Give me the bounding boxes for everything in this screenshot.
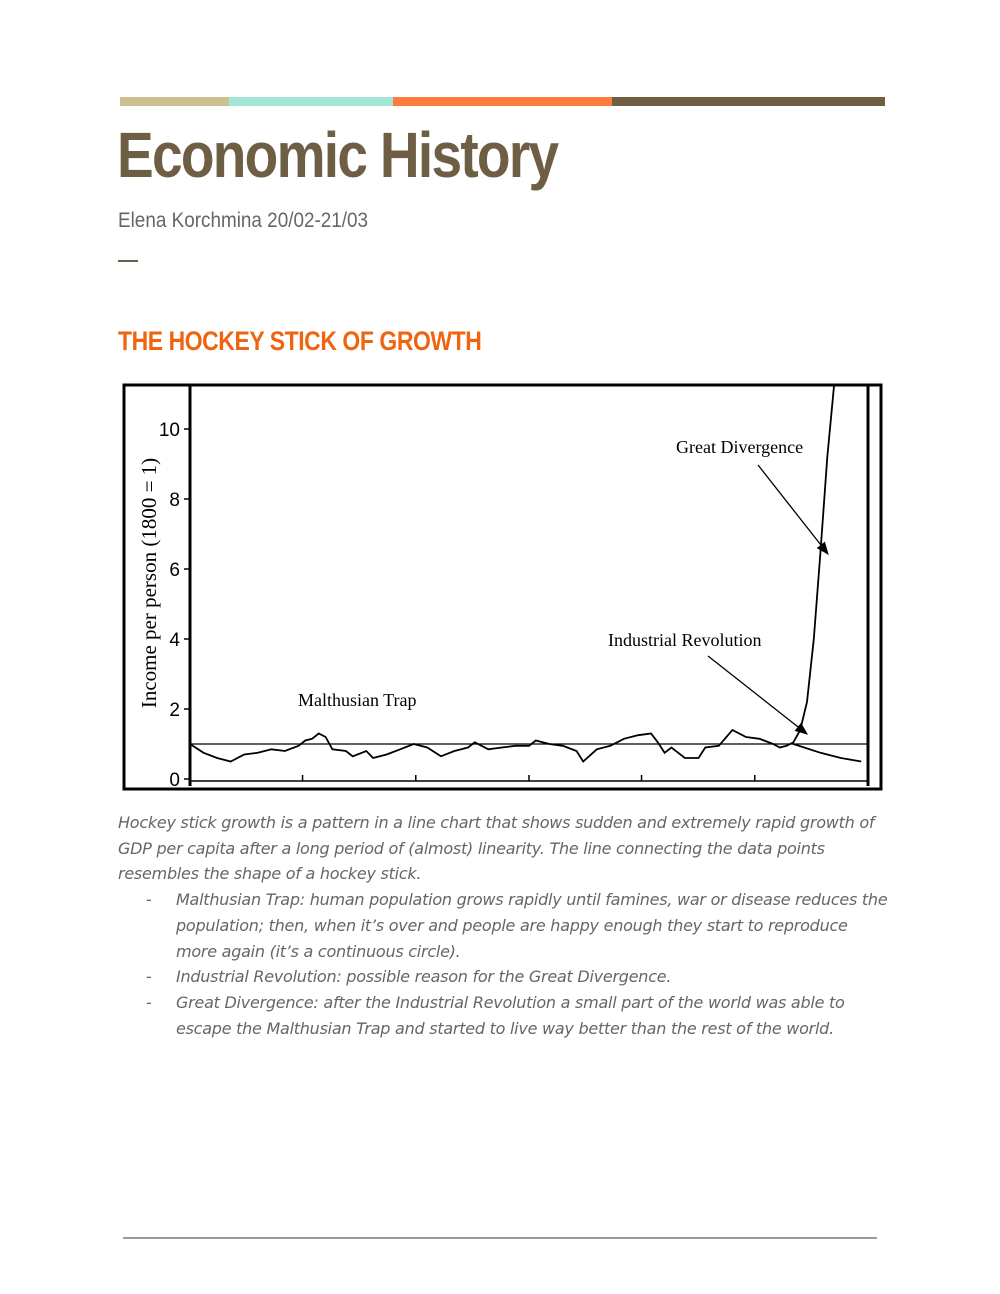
great-divergence-arrow	[758, 465, 828, 554]
bullet-text: Great Divergence: after the Industrial Revolution a small part of the world was able to escape the Malthusian Trap and started to live way better than the rest of the world.	[176, 992, 845, 1038]
section-heading: THE HOCKEY STICK OF GROWTH	[118, 326, 482, 356]
y-tick-label: 0	[169, 770, 180, 791]
hockey-stick-chart	[122, 383, 883, 791]
bullet-marker: -	[146, 992, 152, 1012]
chart-description	[118, 810, 888, 1041]
title-dash	[118, 260, 138, 262]
list-item	[118, 887, 888, 964]
document-title: Economic History	[117, 119, 558, 191]
x-ticks	[303, 775, 755, 781]
y-ticks	[159, 420, 190, 791]
footer-divider	[123, 1237, 877, 1239]
chart-svg	[122, 383, 883, 791]
definition-list	[118, 887, 888, 1041]
color-bar-segment-3	[393, 97, 612, 106]
y-tick-label: 6	[169, 560, 180, 581]
y-tick-label: 10	[158, 420, 180, 441]
document-subtitle: Elena Korchmina 20/02-21/03	[118, 209, 369, 232]
color-bar-segment-2	[229, 97, 393, 106]
y-tick-label: 2	[169, 700, 180, 721]
industrial-revolution-arrow	[708, 656, 807, 734]
y-tick-label: 8	[169, 490, 180, 511]
list-item	[118, 990, 888, 1041]
bullet-marker: -	[146, 967, 152, 987]
y-axis-label: Income per person (1800 = 1)	[137, 457, 161, 709]
bullet-text: Industrial Revolution: possible reason for the Great Divergence.	[176, 967, 672, 987]
description-paragraph: Hockey stick growth is a pattern in a line chart that shows sudden and extremely rapid growth of GDP per capita after a long period of (almost) linearity. The line connecting the data points resembles the shape of a hockey stick.	[118, 813, 875, 884]
bullet-marker: -	[146, 890, 152, 910]
list-item	[118, 964, 888, 990]
header-color-bar	[120, 97, 885, 106]
y-tick-label: 4	[169, 630, 180, 651]
color-bar-segment-4	[612, 97, 885, 106]
annotation-industrial-revolution: Industrial Revolution	[608, 630, 762, 650]
bullet-text: Malthusian Trap: human population grows rapidly until famines, war or disease reduces the population; then, when it’s over and people are happy enough they start to reproduce more again (it’s a continuous circle).	[176, 890, 888, 961]
annotation-malthusian-trap: Malthusian Trap	[298, 690, 417, 710]
annotation-great-divergence: Great Divergence	[676, 437, 804, 457]
color-bar-segment-1	[120, 97, 229, 106]
